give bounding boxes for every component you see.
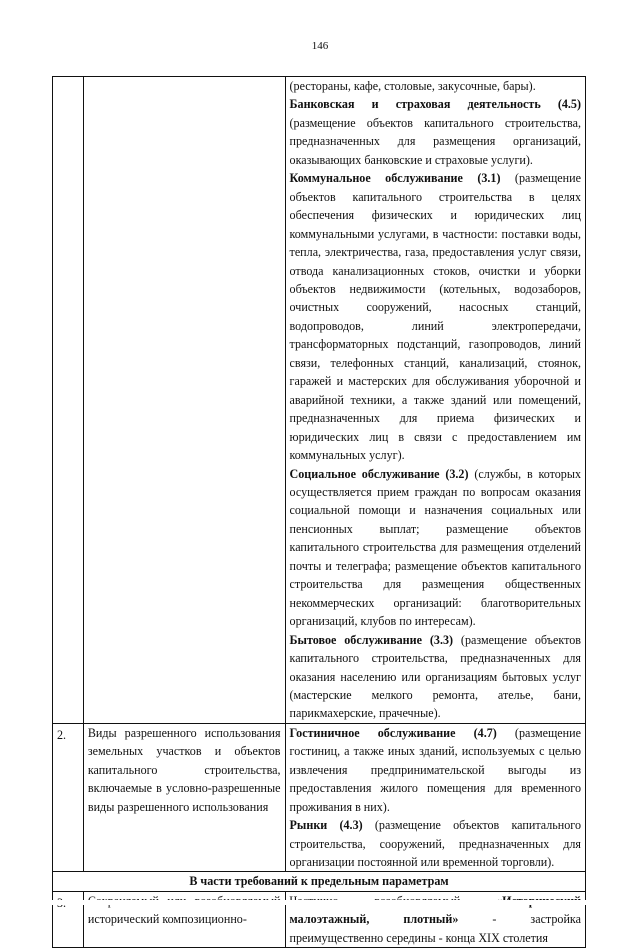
category-cell: Виды разрешенного использования земельных участков и объектов капитального строительства, включаемые в условно-разрешенные виды разрешенного использования: [83, 723, 285, 872]
table-row-conditional-uses: [53, 723, 586, 872]
section-heading: В части требований к предельным параметрам: [53, 872, 586, 891]
table-section-heading-row: [53, 872, 586, 891]
parameters-cell: малоэтажный, плотный» - застройка преимущественно середины - конца XIX столетия: [285, 891, 585, 947]
category-cell: исторический композиционно-: [83, 891, 285, 947]
use-code-title: Гостиничное обслуживание (4.7): [289, 725, 497, 740]
page-number: 146: [311, 40, 329, 52]
use-paragraph: Гостиничное обслуживание (4.7) (размещение гостиниц, а также иных зданий, используемых с целью извлечения предпринимательской выгоды из предоставления жилого помещения для временного проживания в них).: [289, 725, 581, 814]
row-number-cell: [53, 77, 84, 724]
category-cell: [83, 77, 285, 724]
use-code-title: Коммунальное обслуживание (3.1): [289, 171, 501, 186]
table-row-continuation: [53, 77, 586, 724]
use-code-title: Банковская и страховая деятельность (4.5): [289, 97, 581, 112]
row-number-cell: 2.: [53, 723, 84, 872]
use-paragraph: Бытовое обслуживание (3.3) (размещение объектов капитального строительства, предназначенных для оказания населению или организациям бытовых услуг (мастерские мелкого ремонта, ателье, бани, парикмахерские, прачечные).: [289, 632, 581, 721]
use-paragraph: Коммунальное обслуживание (3.1) (размещение объектов капитального строительства в целях обеспечения физических и юридических лиц коммунальными услугами, в частности: поставки воды, тепла, электричества, газа, предоставления услуг связи, отвода канализационных стоков, очистки и уборки объектов недвижимости (котельных, водозаборов, очистных сооружений, насосных станций, водопроводов, линий электропередачи, трансформаторных подстанций, газопроводов, линий связи, телефонных станций, канализаций, стоянок, гаражей и мастерских для обслуживания уборочной и аварийной техники, а также зданий или помещений, предназначенных для приема физических и юридических лиц в связи с предоставлением им коммунальных услуг).: [289, 171, 581, 463]
use-paragraph: (рестораны, кафе, столовые, закусочные, бары).: [289, 79, 536, 93]
zoning-regulations-table: [52, 76, 586, 948]
use-paragraph: Социальное обслуживание (3.2) (службы, в которых осуществляется прием граждан по вопросам оказания социальной помощи и назначения социальных или пенсионных выплат; размещение объектов капитального строительства для размещения отделений почты и телеграфа; размещение объектов капитального строительства для размещения общественных некоммерческих организаций: благотворительных организаций, клубов по интересам).: [289, 466, 582, 629]
use-paragraph: Рынки (4.3) (размещение объектов капитального строительства, сооружений, предназначенных для организации постоянной или временной торговли).: [289, 818, 581, 870]
permitted-uses-cell: [285, 77, 585, 724]
use-paragraph: Банковская и страховая деятельность (4.5) (размещение объектов капитального строительства, предназначенных для размещения организаций, оказывающих банковские и страховые услуги).: [289, 97, 581, 167]
use-code-title: Бытовое обслуживание (3.3): [289, 632, 454, 647]
permitted-uses-cell: [285, 723, 585, 872]
use-code-title: Социальное обслуживание (3.2): [289, 466, 469, 481]
use-code-title: Рынки (4.3): [289, 818, 363, 833]
